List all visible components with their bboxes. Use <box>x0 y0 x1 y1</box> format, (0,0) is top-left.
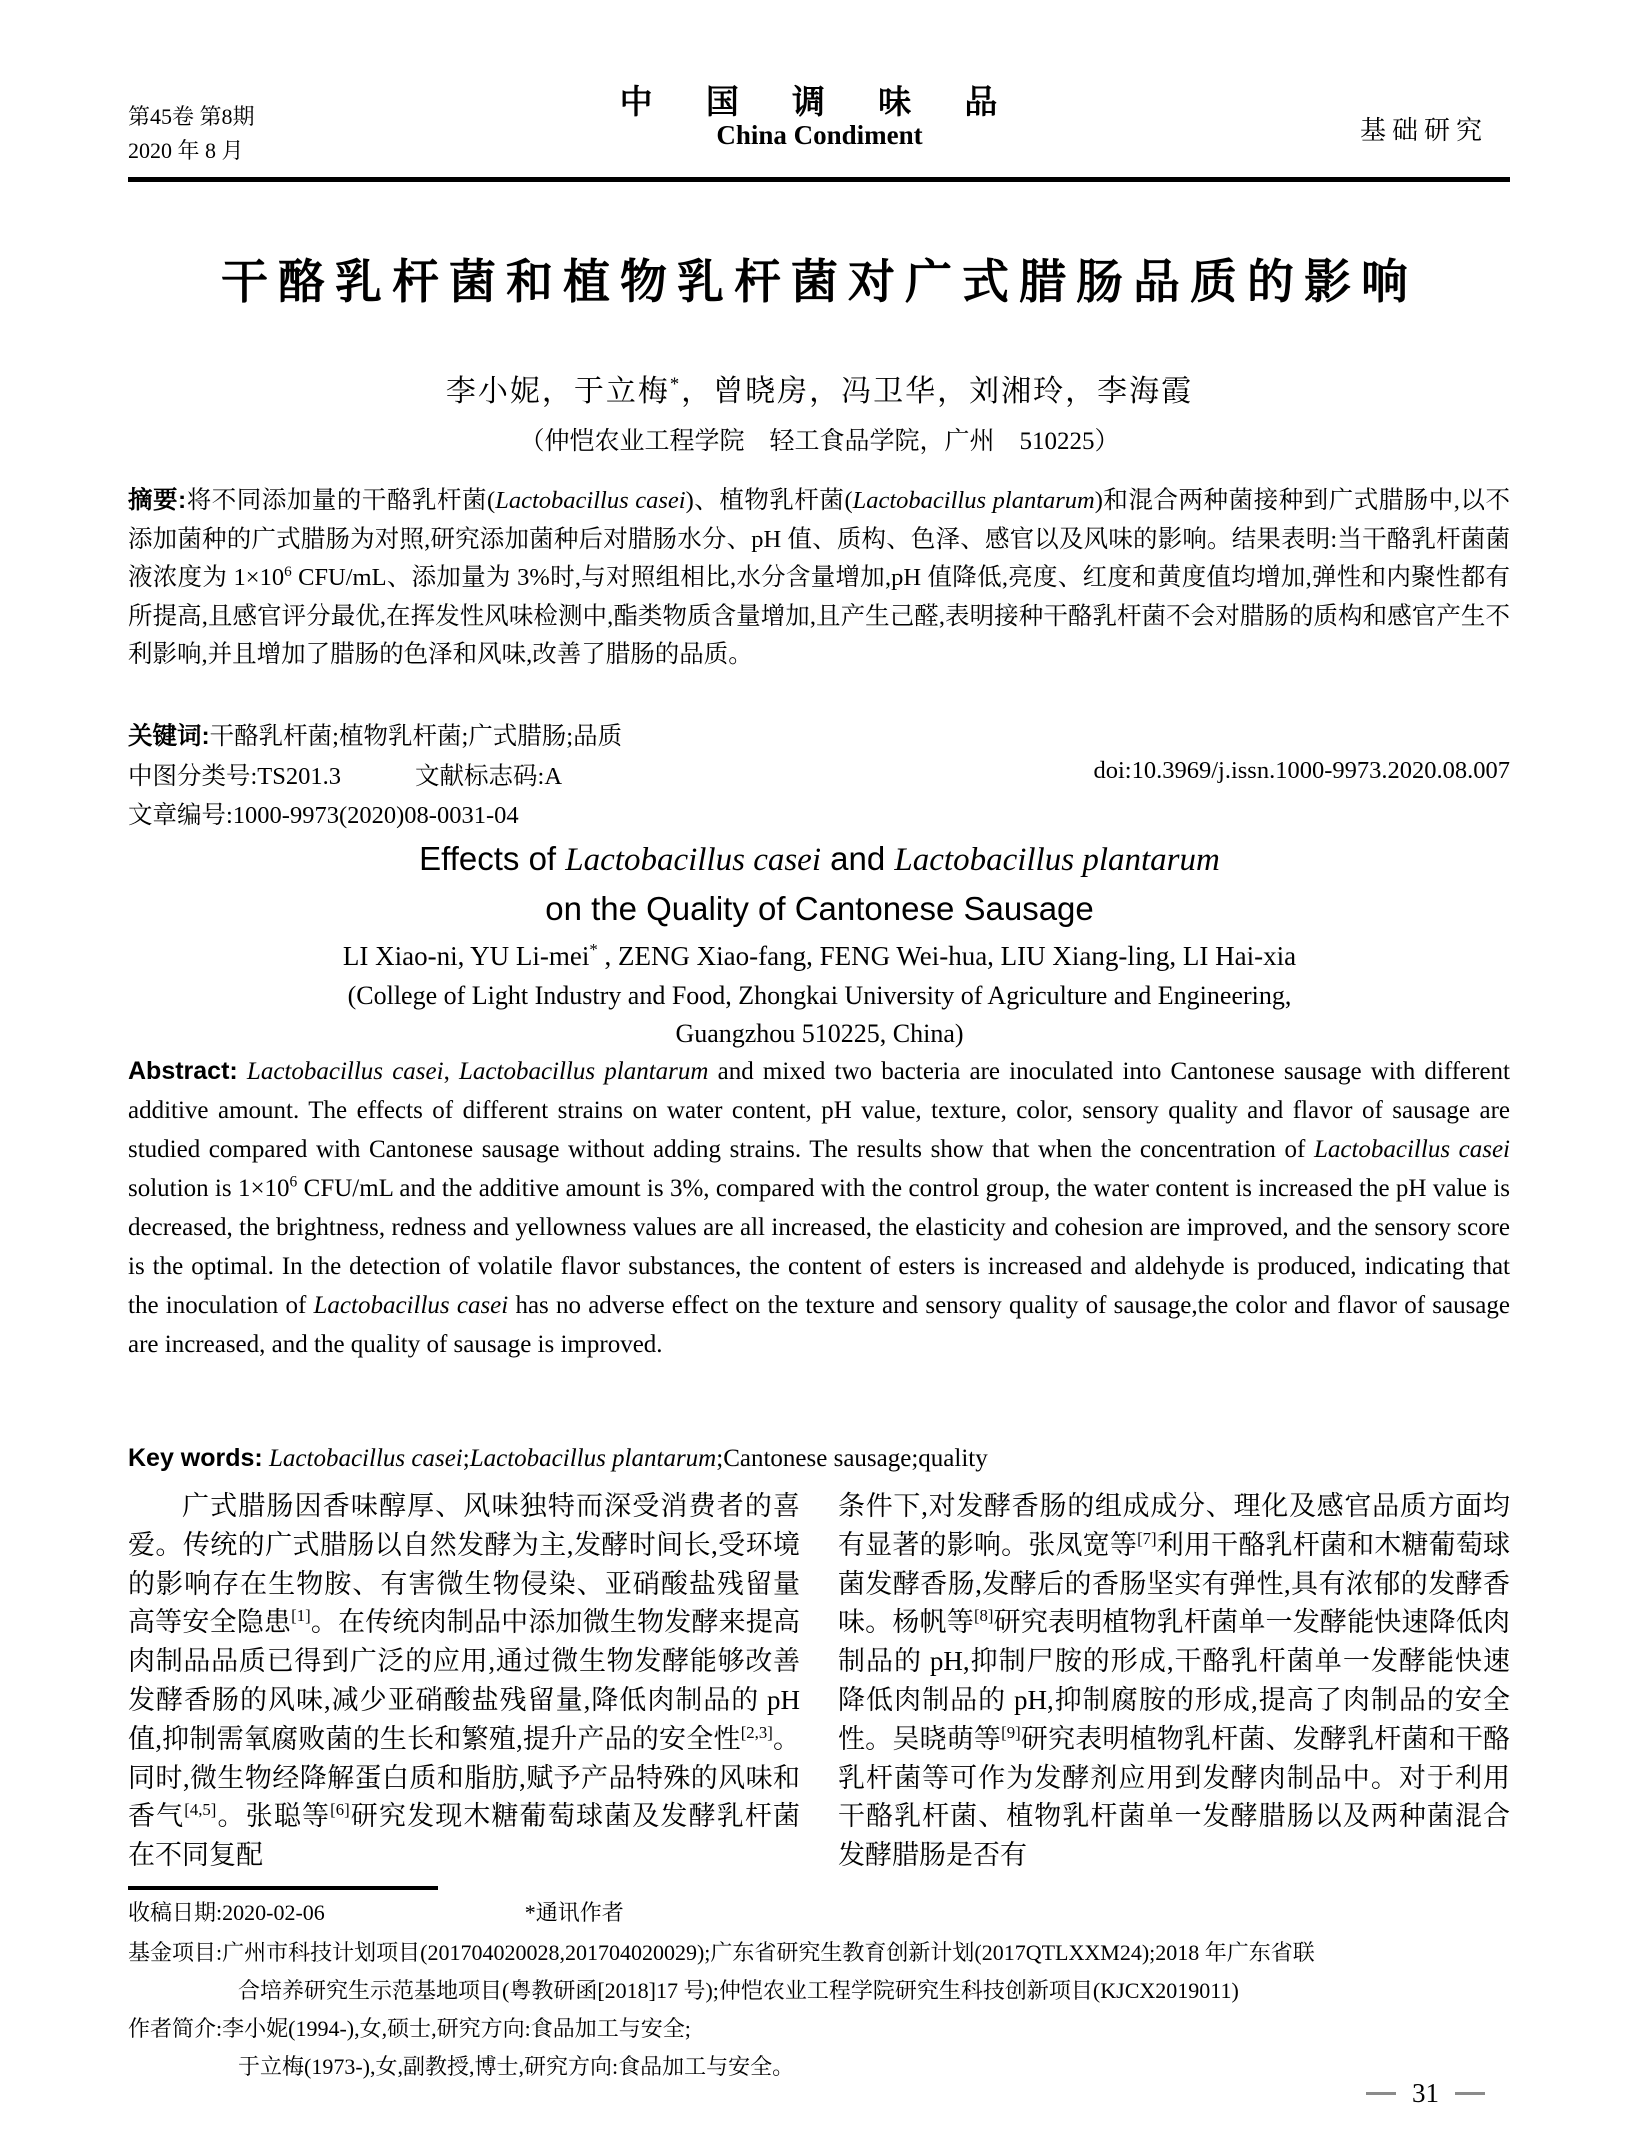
abstract-label-cn: 摘要: <box>128 487 187 514</box>
volume-issue: 第45卷 第8期 <box>128 104 255 129</box>
journal-title-en: China Condiment <box>716 120 923 150</box>
journal-title-cn: 中 国 调 味 品 <box>619 83 1020 120</box>
affiliation-cn: （仲恺农业工程学院 轻工食品学院，广州 510225） <box>519 428 1120 455</box>
document-code: 文献标志码:A <box>415 763 563 790</box>
page-number-value: 31 <box>1412 2078 1439 2108</box>
keywords-label-en: Key words: <box>128 1444 263 1472</box>
body-column-right: 条件下,对发酵香肠的组成成分、理化及感官品质方面均有显著的影响。张凤宽等[7]利用干酪乳杆菌和木糖葡萄球菌发酵香肠,发酵后的香肠坚实有弹性,具有浓郁的发酵香味。杨帆等[8]研究表明植物乳杆菌单一发酵能快速降低肉制品的 pH,抑制尸胺的形成,干酪乳杆菌单一发酵能快速降低肉制品的 pH,抑制腐胺的形成,提高了肉制品的安全性。吴晓萌等[9]研究表明植物乳杆菌、发酵乳杆菌和干酪乳杆菌等可作为发酵剂应用到发酵肉制品中。对于利用干酪乳杆菌、植物乳杆菌单一发酵腊肠以及两种菌混合发酵腊肠是否有 <box>838 1491 1511 1871</box>
clc-number: 中图分类号:TS201.3 <box>128 763 342 790</box>
authors-en: LI Xiao-ni, YU Li-mei* , ZENG Xiao-fang, FENG Wei-hua, LIU Xiang-ling, LI Hai-xia <box>342 940 1297 971</box>
keywords-label-cn: 关键词: <box>128 723 210 750</box>
fund-text-line1: 广州市科技计划项目(201704020028,201704020029);广东省研究生教育创新计划(2017QTLXXM24);2018 年广东省联 <box>222 1940 1315 1965</box>
footnote-fund-line2: 合培养研究生示范基地项目(粤教研函[2018]17 号);仲恺农业工程学院研究生科技创新项目(KJCX2019011) <box>238 1978 1239 2003</box>
article-title-en-line2: on the Quality of Cantonese Sausage <box>545 890 1094 927</box>
authors-cn: 李小妮，于立梅*，曾晓房，冯卫华，刘湘玲，李海霞 <box>445 374 1194 408</box>
received-date: 收稿日期:2020-02-06 <box>128 1900 325 1925</box>
keywords-en <box>128 1444 1510 1473</box>
footnote-bio-line2: 于立梅(1973-),女,副教授,博士,研究方向:食品加工与安全。 <box>238 2054 795 2079</box>
corresponding-author-note: *通讯作者 <box>524 1900 624 1925</box>
page-number-dash-right <box>1455 2092 1485 2095</box>
clc-line <box>128 757 1510 792</box>
footnote-rule <box>128 1886 438 1890</box>
abstract-label-en: Abstract: <box>128 1057 238 1085</box>
bio-label: 作者简介: <box>128 2016 223 2041</box>
keywords-text-cn: 干酪乳杆菌;植物乳杆菌;广式腊肠;品质 <box>209 723 623 750</box>
article-title-cn: 干酪乳杆菌和植物乳杆菌对广式腊肠品质的影响 <box>221 255 1418 308</box>
keywords-cn <box>128 717 1510 752</box>
section-tag: 基础研究 <box>1360 116 1489 145</box>
issue-date: 2020 年 8 月 <box>128 138 244 163</box>
article-id: 文章编号:1000-9973(2020)08-0031-04 <box>128 802 519 829</box>
affiliation-en-line2: Guangzhou 510225, China) <box>675 1019 964 1048</box>
affiliation-en-line1: (College of Light Industry and Food, Zhongkai University of Agriculture and Engineering, <box>347 981 1292 1010</box>
page-number-dash-left <box>1366 2092 1396 2095</box>
doi: doi:10.3969/j.issn.1000-9973.2020.08.007 <box>1093 757 1510 784</box>
header-rule <box>128 177 1510 182</box>
abstract-text-cn: 将不同添加量的干酪乳杆菌(Lactobacillus casei)、植物乳杆菌(Lactobacillus plantarum)和混合两种菌接种到广式腊肠中,以不添加菌种的广式腊肠为对照,研究添加菌种后对腊肠水分、pH 值、质构、色泽、感官以及风味的影响。结果表明:当干酪乳杆菌菌液浓度为 $1\times 10^6$ CFU/mL、添加量为 3%时,与对照组相比,水分含量增加,pH 值降低,亮度、红度和黄度值均增加,弹性和内聚性都有所提高,且感官评分最优,在挥发性风味检测中,酯类物质含量增加,且产生己醛,表明接种干酪乳杆菌不会对腊肠的质构和感官产生不利影响,并且增加了腊肠的色泽和风味,改善了腊肠的品质。 <box>128 487 1510 668</box>
footnote-bio-line1 <box>128 2014 1510 2044</box>
abstract-en <box>128 1052 1510 1364</box>
keywords-text-en: Lactobacillus casei;Lactobacillus plantarum;Cantonese sausage;quality <box>269 1445 988 1472</box>
page-number <box>1366 2078 1485 2109</box>
footnote-fund-line1 <box>128 1938 1510 1968</box>
article-title-en-line1: Effects of Lactobacillus casei and Lactobacillus plantarum <box>419 840 1220 878</box>
body-column-left: 广式腊肠因香味醇厚、风味独特而深受消费者的喜爱。传统的广式腊肠以自然发酵为主,发酵时间长,受环境的影响存在生物胺、有害微生物侵染、亚硝酸盐残留量高等安全隐患[1]。在传统肉制品中添加微生物发酵来提高肉制品品质已得到广泛的应用,通过微生物发酵能够改善发酵香肠的风味,减少亚硝酸盐残留量,降低肉制品的 pH 值,抑制需氧腐败菌的生长和繁殖,提升产品的安全性[2,3]。同时,微生物经降解蛋白质和脂肪,赋予产品特殊的风味和香气[4,5]。张聪等[6]研究发现木糖葡萄球菌及发酵乳杆菌在不同复配 <box>128 1491 801 1871</box>
footnote-block <box>128 1898 1510 2090</box>
bio-text-line1: 李小妮(1994-),女,硕士,研究方向:食品加工与安全; <box>222 2016 691 2041</box>
fund-label: 基金项目: <box>128 1940 223 1965</box>
abstract-cn <box>128 482 1510 675</box>
footnote-received-line <box>128 1898 1510 1928</box>
abstract-text-en: Lactobacillus casei, Lactobacillus plantarum and mixed two bacteria are inoculated into Cantonese sausage with different additive amount. The effects of different strains on water content, pH value, texture, color, sensory quality and flavor of sausage are studied compared with Cantonese sausage without adding strains. The results show that when the concentration of Lactobacillus casei solution is $1\times 10^6$ CFU/mL and the additive amount is 3%, compared with the control group, the water content is increased the pH value is decreased, the brightness, redness and yellowness values are all increased, the elasticity and cohesion are improved, and the sensory score is the optimal. In the detection of volatile flavor substances, the content of esters is increased and aldehyde is produced, indicating that the inoculation of Lactobacillus casei has no adverse effect on the texture and sensory quality of sausage,the color and flavor of sausage are increased, and the quality of sausage is improved. <box>128 1058 1511 1358</box>
